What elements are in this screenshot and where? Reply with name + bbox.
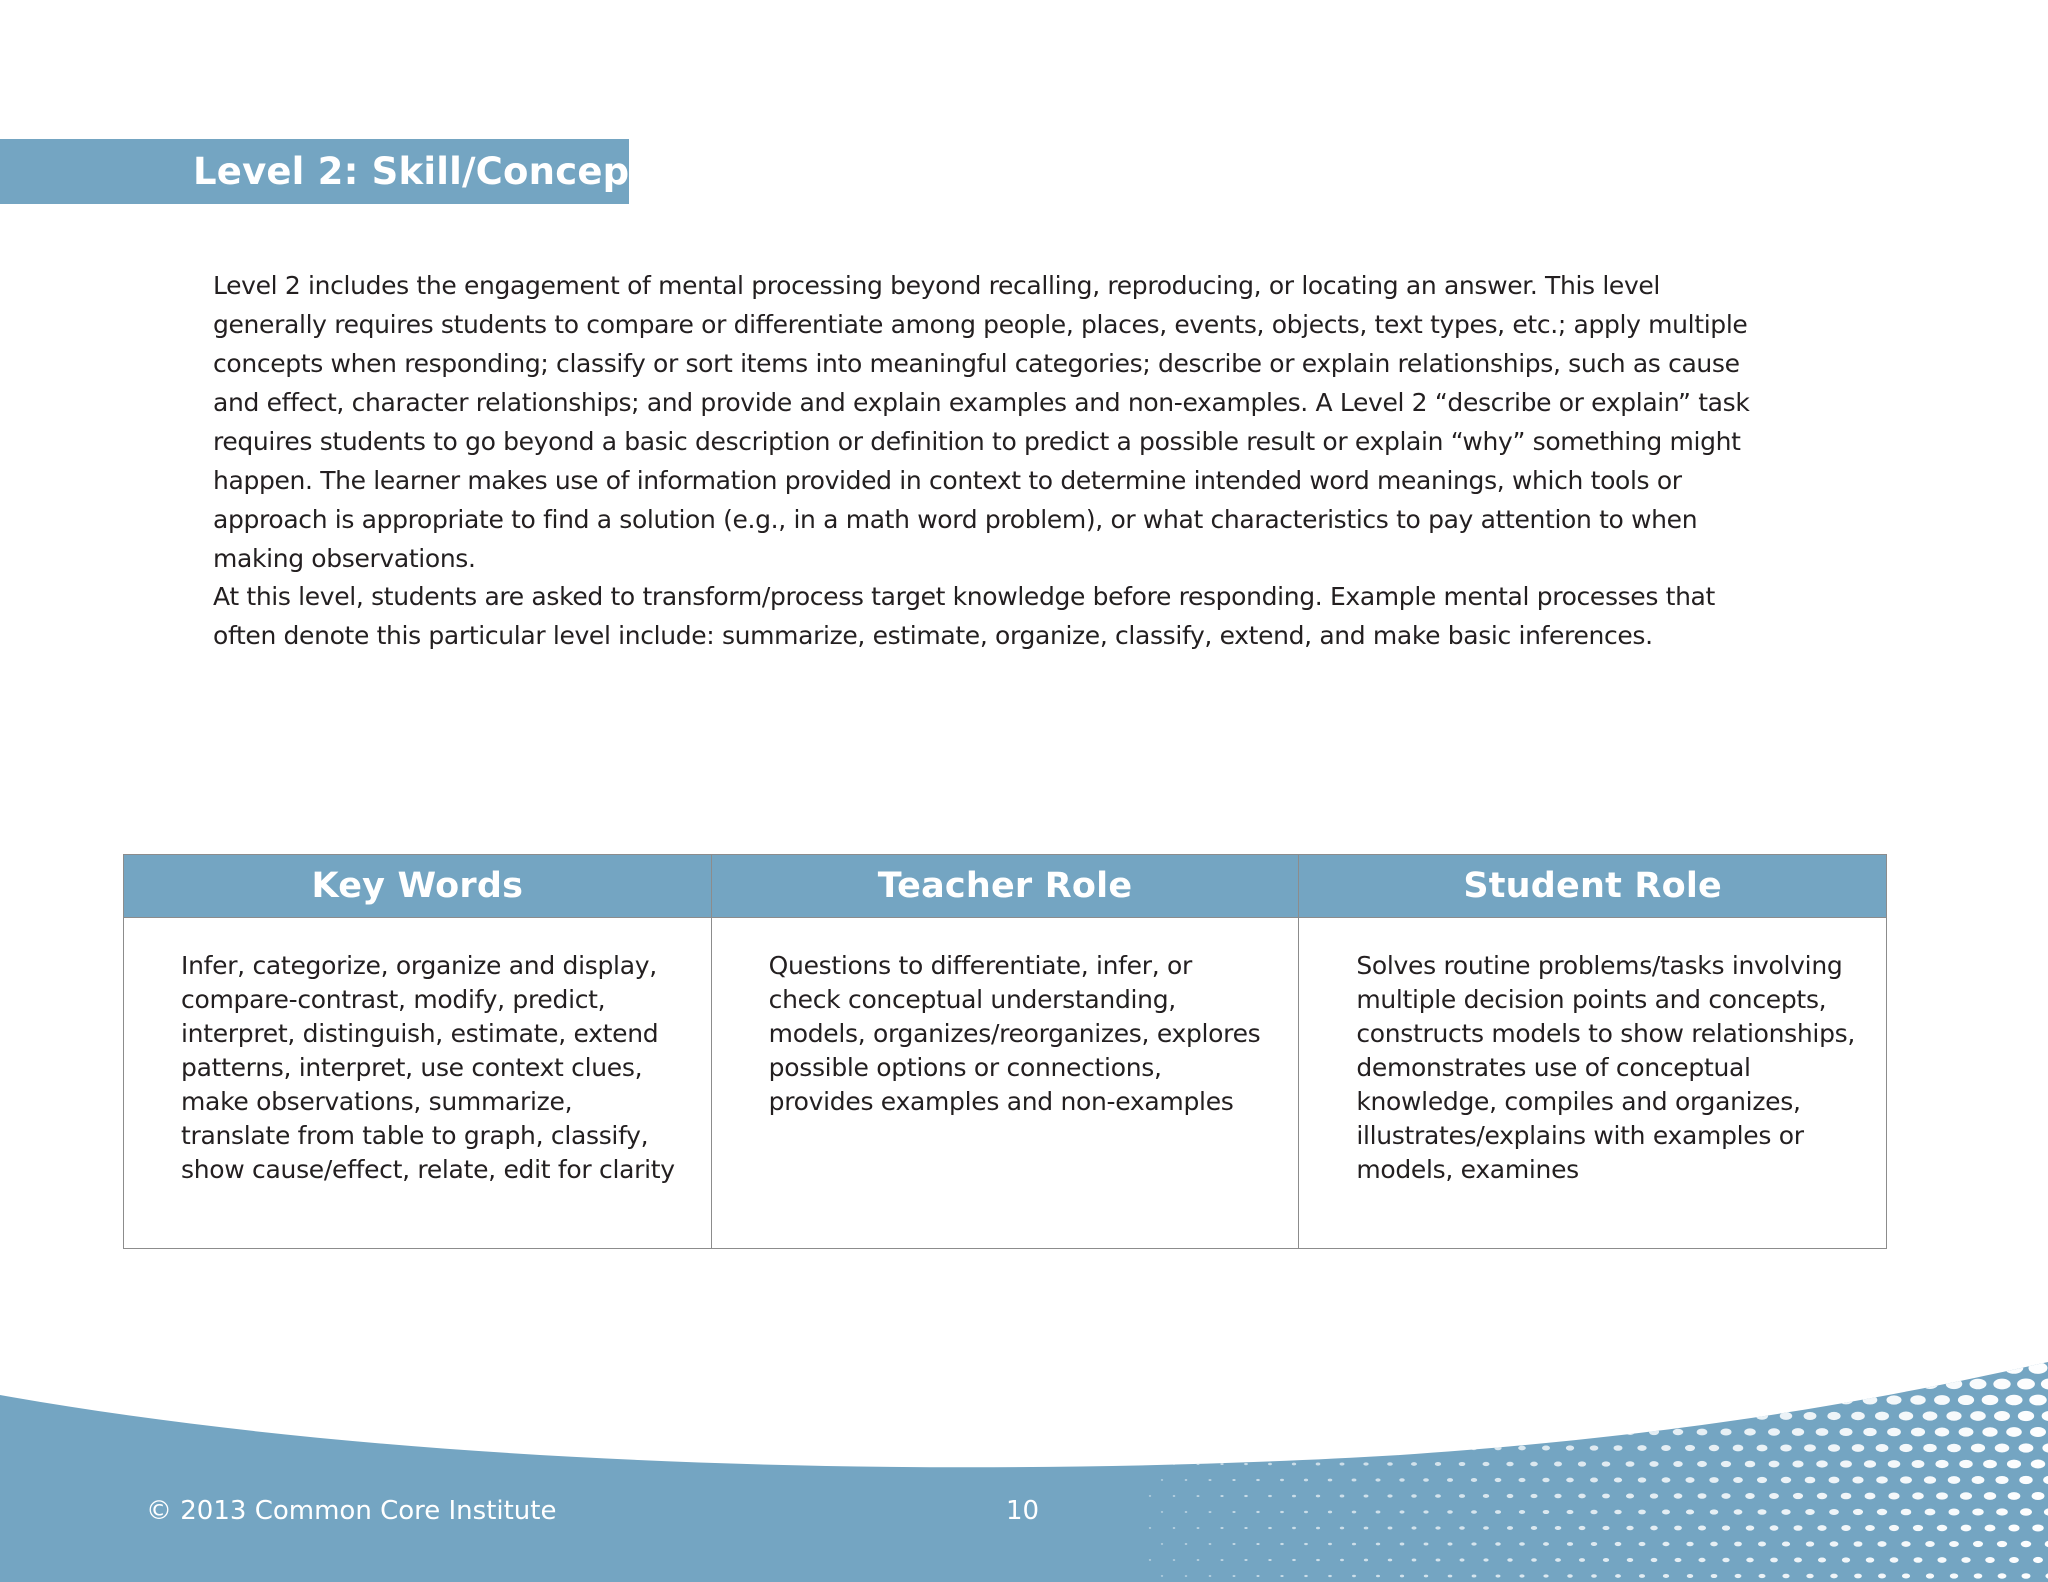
student-role-text: Solves routine problems/tasks involving multiple decision points and concepts, constructs models to show relationships, demonstrates use of conceptual knowledge, compiles and organizes, illustrates/explains with examples or models, examines [1356, 951, 1856, 1184]
roles-table [123, 854, 1887, 1249]
teacher-role-text: Questions to differentiate, infer, or check conceptual understanding, models, organizes/reorganizes, explores possible options or connections, provides examples and non-examples [768, 951, 1261, 1116]
cell-key-words [124, 918, 712, 1249]
header-key-words: Key Words [124, 855, 712, 918]
section-heading-banner [0, 139, 648, 204]
cell-teacher-role [711, 918, 1299, 1249]
footer-copyright: © 2013 Common Core Institute [146, 1496, 557, 1526]
intro-paragraph-2: At this level, students are asked to transform/process target knowledge before responding. Example mental processes that often denote this particular level include: summarize, estimate, organize, classify, extend, and make basic inferences. [213, 582, 1715, 650]
intro-paragraph-1: Level 2 includes the engagement of mental processing beyond recalling, reproducing, or locating an answer. This level generally requires students to compare or differentiate among people, places, events, objects, text types, etc.; apply multiple concepts when responding; classify or sort items into meaningful categories; describe or explain relationships, such as cause and effect, character relationships; and provide and explain examples and non-examples. A Level 2 “describe or explain” task requires students to go beyond a basic description or definition to predict a possible result or explain “why” something might happen. The learner makes use of information provided in context to determine intended word meanings, which tools or approach is appropriate to find a solution (e.g., in a math word problem), or what characteristics to pay attention to when making observations. [213, 271, 1750, 573]
key-words-text: Infer, categorize, organize and display, compare-contrast, modify, predict, interpret, distinguish, estimate, extend patterns, interpret, use context clues, make observations, summarize, translate from table to graph, classify, show cause/effect, relate, edit for clarity [181, 951, 675, 1184]
table-row [124, 918, 1887, 1249]
header-student-role: Student Role [1299, 855, 1887, 918]
footer-wave-graphic [0, 1350, 2048, 1582]
table-header-row [124, 855, 1887, 918]
header-teacher-role: Teacher Role [711, 855, 1299, 918]
section-title: Level 2: Skill/Concept [193, 150, 648, 193]
page-number: 10 [1006, 1496, 1040, 1526]
cell-student-role [1299, 918, 1887, 1249]
